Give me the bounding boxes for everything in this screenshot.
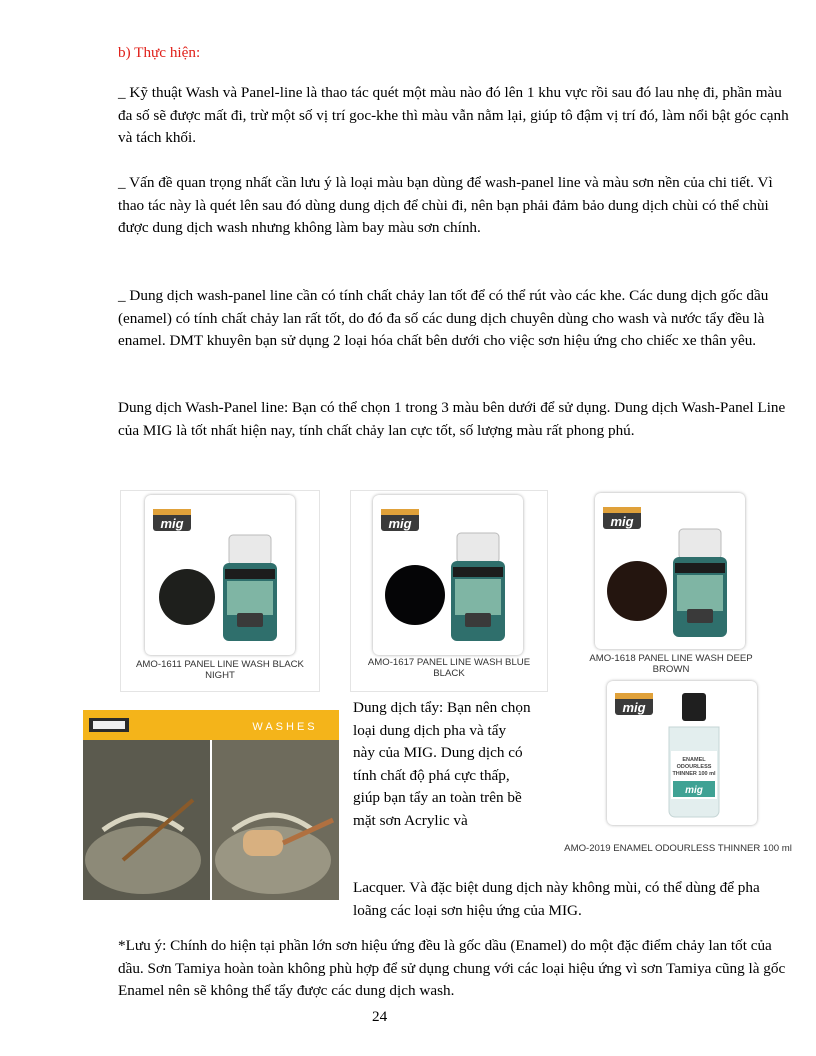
mig-logo: [615, 693, 653, 715]
mig-logo: [153, 509, 191, 531]
color-swatch: [159, 569, 215, 625]
svg-text:mig: mig: [622, 700, 646, 715]
svg-text:WASHES: WASHES: [252, 721, 318, 733]
svg-text:mig: mig: [685, 785, 703, 796]
mig-logo: [603, 507, 641, 529]
paragraph-wash-technique: _ Kỹ thuật Wash và Panel-line là thao tác quét một màu nào đó lên 1 khu vực rồi sau đó lau nhẹ đi, phần màu đa số sẽ được mất đi, trừ một số vị trí goc-khe thì màu vẫn nằm lại, giúp tô đậm vị trí đó, làm nổi bật góc cạnh và tách khối.: [118, 84, 789, 146]
thinner-description: Dung dịch tẩy: Bạn nên chọn loại dung dịch pha và tẩy này của MIG. Dung dịch có tính chất độ phá cực thấp, giúp bạn tẩy an toàn trên bề mặt sơn Acrylic và: [353, 699, 531, 829]
thinner-card: [556, 676, 800, 862]
svg-text:ENAMEL: ENAMEL: [682, 757, 706, 763]
paragraph-important-note: _ Vấn đề quan trọng nhất cần lưu ý là loại màu bạn dùng để wash-panel line và màu sơn nền của chi tiết. Vì thao tác này là quét lên sau đó dùng dung dịch để chùi đi, nên bạn phải đảm bảo dung dịch chùi có thể chùi được dung dịch wash nhưng không làm bay màu sơn chính.: [118, 174, 773, 236]
svg-text:mig: mig: [388, 516, 412, 531]
paragraph-enamel: _ Dung dịch wash-panel line cần có tính chất chảy lan tốt để có thể rút vào các khe. Các dung dịch gốc dầu (enamel) có tính chất chảy lan rất tốt, do đó đa số các dung dịch chuyên dùng cho wash và nước tẩy đều là enamel. DMT khuyên bạn sử dụng 2 loại hóa chất bên dưới cho việc sơn hiệu ứng cho chiếc xe thân yêu.: [118, 287, 769, 349]
product-image: [595, 493, 745, 649]
washes-photo: [83, 710, 339, 900]
thinner-image: [607, 681, 757, 825]
product-caption: AMO-1617 PANEL LINE WASH BLUE BLACK: [367, 657, 531, 679]
color-swatch: [385, 565, 445, 625]
color-swatch: [607, 561, 667, 621]
section-heading: b) Thực hiện:: [118, 44, 201, 61]
product-caption: AMO-1618 PANEL LINE WASH DEEP BROWN: [589, 653, 753, 675]
thinner-caption: AMO-2019 ENAMEL ODOURLESS THINNER 100 ml: [564, 843, 792, 854]
thinner-description-continued: Lacquer. Và đặc biệt dung dịch này không mùi, có thể dùng để pha loãng các loại sơn hiệu ứng của MIG.: [353, 879, 760, 919]
svg-text:mig: mig: [610, 514, 634, 529]
svg-text:THINNER 100 ml: THINNER 100 ml: [672, 771, 716, 777]
product-card: [120, 490, 320, 692]
svg-text:ODOURLESS: ODOURLESS: [676, 764, 712, 770]
paragraph-wash-solution: Dung dịch Wash-Panel line: Bạn có thể chọn 1 trong 3 màu bên dưới để sử dụng. Dung dịch Wash-Panel Line của MIG là tốt nhất hiện nay, tính chất chảy lan cực tốt, số lượng màu rất phong phú.: [118, 399, 786, 439]
wash-bottle-illustration: [145, 495, 295, 655]
thinner-bottle-illustration: [607, 681, 757, 825]
product-image: [373, 495, 523, 655]
product-caption: AMO-1611 PANEL LINE WASH BLACK NIGHT: [136, 659, 304, 681]
mig-logo: [381, 509, 419, 531]
product-image: [145, 495, 295, 655]
note-paragraph: *Lưu ý: Chính do hiện tại phần lớn sơn hiệu ứng đều là gốc dầu (Enamel) do một đặc điểm chảy lan tốt của dầu. Sơn Tamiya hoàn toàn không phù hợp để sử dụng chung với các loại hiệu ứng vì sơn Tamiya cũng là gốc Enamel nên sẽ không thể tẩy được các dung dịch wash.: [118, 937, 786, 999]
product-card: [350, 490, 548, 692]
page-number: 24: [372, 1008, 388, 1025]
wash-bottle-illustration: [595, 493, 745, 649]
product-card: [572, 490, 770, 676]
svg-text:mig: mig: [160, 516, 184, 531]
washes-photo-illustration: [83, 710, 339, 900]
wash-bottle-illustration: [373, 495, 523, 655]
